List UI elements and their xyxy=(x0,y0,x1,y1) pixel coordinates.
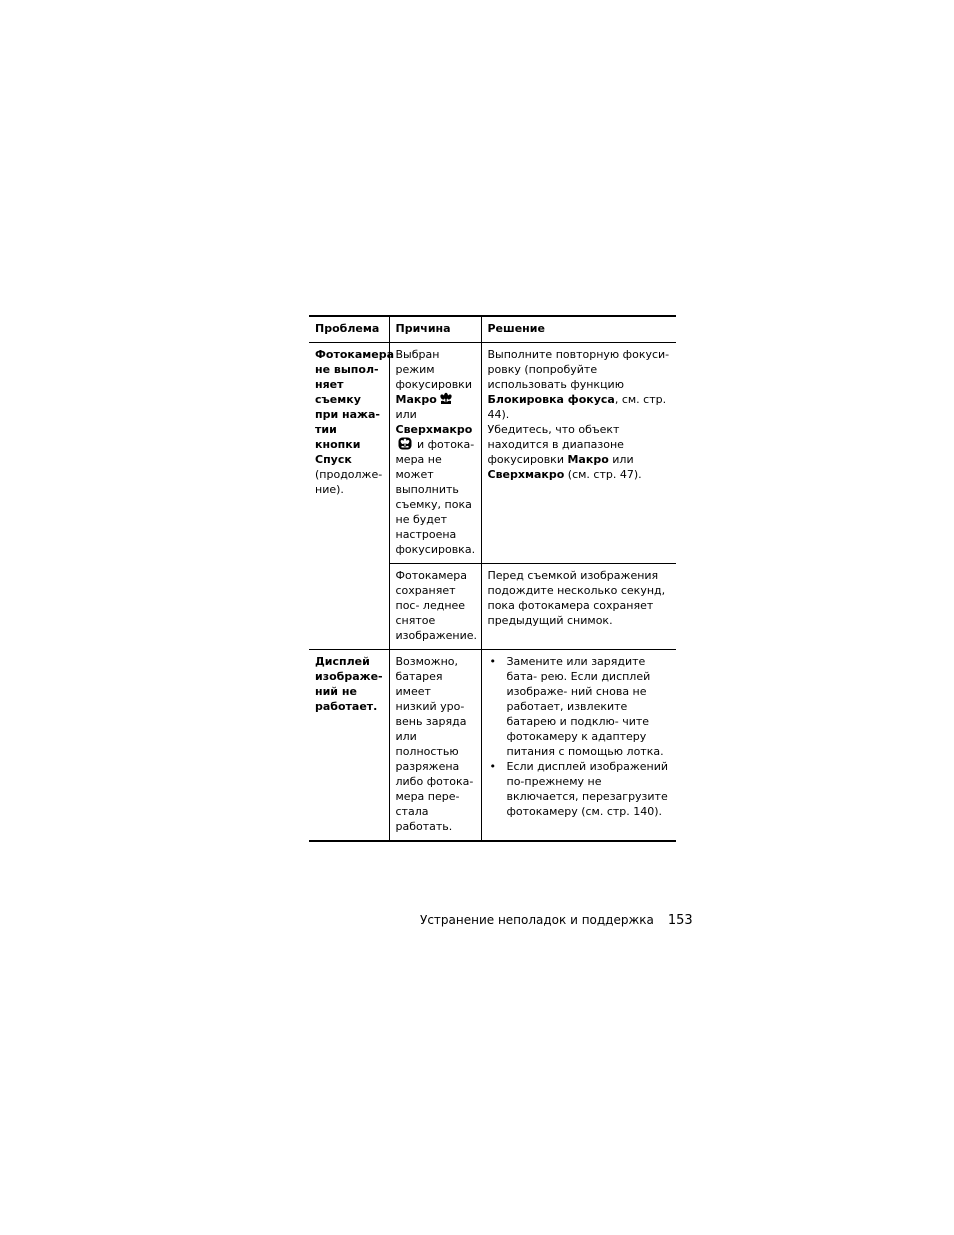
footer-title: Устранение неполадок и поддержка xyxy=(420,913,654,927)
solution-list xyxy=(488,654,672,819)
problem-cell xyxy=(309,343,395,650)
cause-cell: Фотокамера сохраняет пос- леднее снятое изображение. xyxy=(389,564,481,650)
solution-cell xyxy=(481,650,676,842)
macro-label: Макро xyxy=(395,393,437,406)
problem-title: Фотокамера не выпол- няет съемку при нажа- тии кнопки Спуск xyxy=(315,348,395,466)
solution-paragraph-2 xyxy=(488,422,672,482)
table-row xyxy=(309,650,676,842)
cause-text-cont: и фотока- мера не может выполнить съемку, пока не будет настроена фокусировка. xyxy=(395,438,476,556)
table-row xyxy=(309,343,676,564)
cause-cell xyxy=(389,343,481,564)
cause-cell: Возможно, батарея имеет низкий уро- вень заряда или полностью разряжена либо фотока- мера пере- стала работать. xyxy=(389,650,481,842)
or-text: или xyxy=(395,408,417,421)
cause-text: Выбран режим фокусировки xyxy=(395,348,472,391)
solution-text: Выполните повторную фокуси- ровку (попробуйте использовать функцию xyxy=(487,348,670,391)
macro-label: Макро xyxy=(567,453,609,466)
list-item-text: Замените или зарядите бата- рею. Если дисплей изображе- ний снова не работает, извлеките батарею и подклю- чите фотокамеру к адаптеру питания с помощью лотка. xyxy=(506,655,664,758)
solution-cell: Перед съемкой изображения подождите несколько секунд, пока фотокамера сохраняет предыдущий снимок. xyxy=(481,564,676,650)
header-solution: Решение xyxy=(481,316,676,343)
solution-ref: (см. стр. 47). xyxy=(567,468,642,481)
problem-cell: Дисплей изображе- ний не работает. xyxy=(309,650,389,842)
solution-cell xyxy=(481,343,676,564)
supermacro-label: Сверхмакро xyxy=(487,468,565,481)
bullet: • xyxy=(489,655,496,668)
focus-lock-label: Блокировка фокуса xyxy=(487,393,615,406)
supermacro-label: Сверхмакро xyxy=(395,423,473,436)
page-footer xyxy=(420,913,693,928)
table-header-row xyxy=(309,316,676,343)
list-item xyxy=(488,654,672,759)
bullet: • xyxy=(489,760,496,773)
page-number: 153 xyxy=(667,913,693,928)
or-text: или xyxy=(612,453,634,466)
header-problem: Проблема xyxy=(315,322,380,335)
solution-ref: , см. стр. 44). xyxy=(487,393,667,421)
list-item-text: Если дисплей изображений по-прежнему не включается, перезагрузите фотокамеру (см. стр. 140). xyxy=(506,760,669,818)
macro-flower-icon xyxy=(439,392,453,405)
supermacro-flower-icon xyxy=(398,437,412,450)
problem-note: (продолже- ние). xyxy=(315,468,383,496)
list-item xyxy=(488,759,672,819)
solution-text: Убедитесь, что объект находится в диапазоне фокусировки xyxy=(487,423,624,466)
solution-paragraph xyxy=(488,347,672,422)
header-cause: Причина xyxy=(389,316,481,343)
troubleshooting-table xyxy=(309,315,676,842)
